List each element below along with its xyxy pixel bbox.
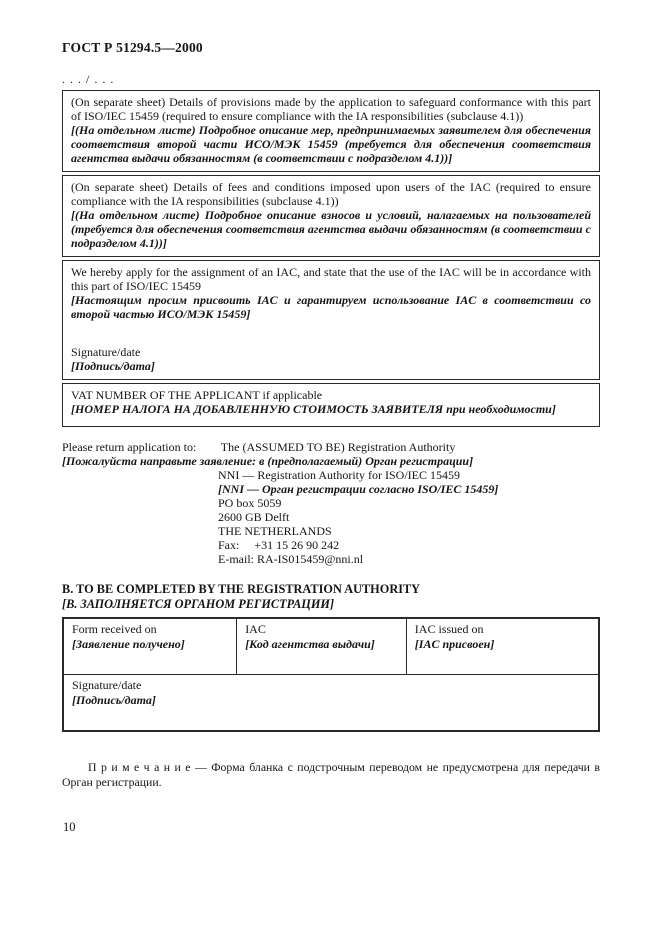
- document-number: ГОСТ Р 51294.5—2000: [62, 40, 203, 55]
- address-line-city: 2600 GB Delft: [218, 510, 290, 524]
- table-row-header: [63, 618, 599, 675]
- return-address-row: [62, 440, 600, 454]
- form-box-application-statement: [62, 260, 600, 380]
- form-box-provisions: [62, 90, 600, 172]
- table-row-signature: [63, 675, 599, 732]
- statement-text-ru: [Настоящим просим присвоить IAC и гарантируем использование IAC в соответствии со второй частью ИСО/МЭК 15459]: [71, 293, 591, 321]
- cell-signature: [63, 675, 599, 732]
- provisions-text-ru: [(На отдельном листе) Подробное описание мер, предпринимаемых заявителем для обеспечения соответствия второй части ИСО/МЭК 15459 (требуется для обеспечения соответствия агентства выдачи обязанностям (в соответствии с подразделом 4.1))]: [71, 123, 591, 165]
- registration-table: [62, 617, 600, 732]
- cell-iac-issued-ru: [IAC присвоен]: [414, 637, 495, 651]
- return-label-ru: [Пожалуйста направьте заявление: в (предполагаемый) Орган регистрации]: [62, 454, 474, 468]
- address-line-nni-ru: [NNI — Орган регистрации согласно ISO/IEC 15459]: [218, 482, 499, 496]
- cell-iac-ru: [Код агентства выдачи]: [245, 637, 375, 651]
- return-address-block: [62, 440, 600, 566]
- vat-label-en: VAT NUMBER OF THE APPLICANT if applicable: [71, 388, 323, 402]
- fees-text-ru: [(На отдельном листе) Подробное описание взносов и условий, налагаемых на пользователей (требуется для обеспечения соответствия агентства выдачи обязанностям (в соответствии с подразделом 4.1))]: [71, 208, 591, 250]
- page-number: 10: [63, 820, 76, 834]
- section-b: [62, 582, 600, 732]
- return-label-en: Please return application to:: [62, 440, 197, 454]
- vat-label-ru: [НОМЕР НАЛОГА НА ДОБАВЛЕННУЮ СТОИМОСТЬ ЗАЯВИТЕЛЯ при необходимости]: [71, 402, 556, 416]
- page-content: [62, 40, 600, 790]
- cell-signature-en: Signature/date: [72, 678, 142, 692]
- form-box-vat-number: [62, 383, 600, 427]
- cell-signature-ru: [Подпись/дата]: [72, 693, 156, 707]
- provisions-text-en: (On separate sheet) Details of provisions made by the application to safeguard conformance with this part of ISO/IEC 15459 (required to ensure compliance with the IA responsibilities (subclause 4.1)): [71, 95, 591, 123]
- cell-iac-en: IAC: [245, 622, 266, 636]
- addressee-en: The (ASSUMED TO BE) Registration Authority: [220, 440, 456, 454]
- cell-iac: [237, 618, 407, 675]
- signature-label-ru: [Подпись/дата]: [71, 359, 155, 373]
- address-line-pobox: PO box 5059: [218, 496, 282, 510]
- address-line-email: E-mail: RA-IS015459@nni.nl: [218, 552, 364, 566]
- signature-label-en: Signature/date: [71, 345, 141, 359]
- form-box-fees: [62, 175, 600, 257]
- section-b-title-ru: [В. ЗАПОЛНЯЕТСЯ ОРГАНОМ РЕГИСТРАЦИИ]: [62, 596, 335, 611]
- return-address-lines: [218, 468, 600, 566]
- address-line-nni-en: NNI — Registration Authority for ISO/IEC 15459: [218, 468, 460, 482]
- address-line-fax: Fax: +31 15 26 90 242: [218, 538, 340, 552]
- note-paragraph: П р и м е ч а н и е — Форма бланка с подстрочным переводом не предусмотрена для передачи в Орган регистрации.: [62, 760, 600, 789]
- cell-form-received-en: Form received on: [72, 622, 157, 636]
- section-b-title-en: B. TO BE COMPLETED BY THE REGISTRATION AUTHORITY: [62, 582, 421, 596]
- cell-form-received: [63, 618, 237, 675]
- section-b-title: [62, 582, 600, 611]
- continuation-mark: . . . / . . .: [62, 72, 115, 86]
- cell-form-received-ru: [Заявление получено]: [72, 637, 185, 651]
- cell-iac-issued: [406, 618, 599, 675]
- cell-iac-issued-en: IAC issued on: [414, 622, 484, 636]
- signature-space: [71, 321, 591, 345]
- fees-text-en: (On separate sheet) Details of fees and conditions imposed upon users of the IAC (required to ensure compliance with the IA responsibilities (subclause 4.1)): [71, 180, 591, 208]
- statement-text-en: We hereby apply for the assignment of an IAC, and state that the use of the IAC will be in accordance with this part of ISO/IEC 15459: [71, 265, 591, 293]
- address-line-country: THE NETHERLANDS: [218, 524, 332, 538]
